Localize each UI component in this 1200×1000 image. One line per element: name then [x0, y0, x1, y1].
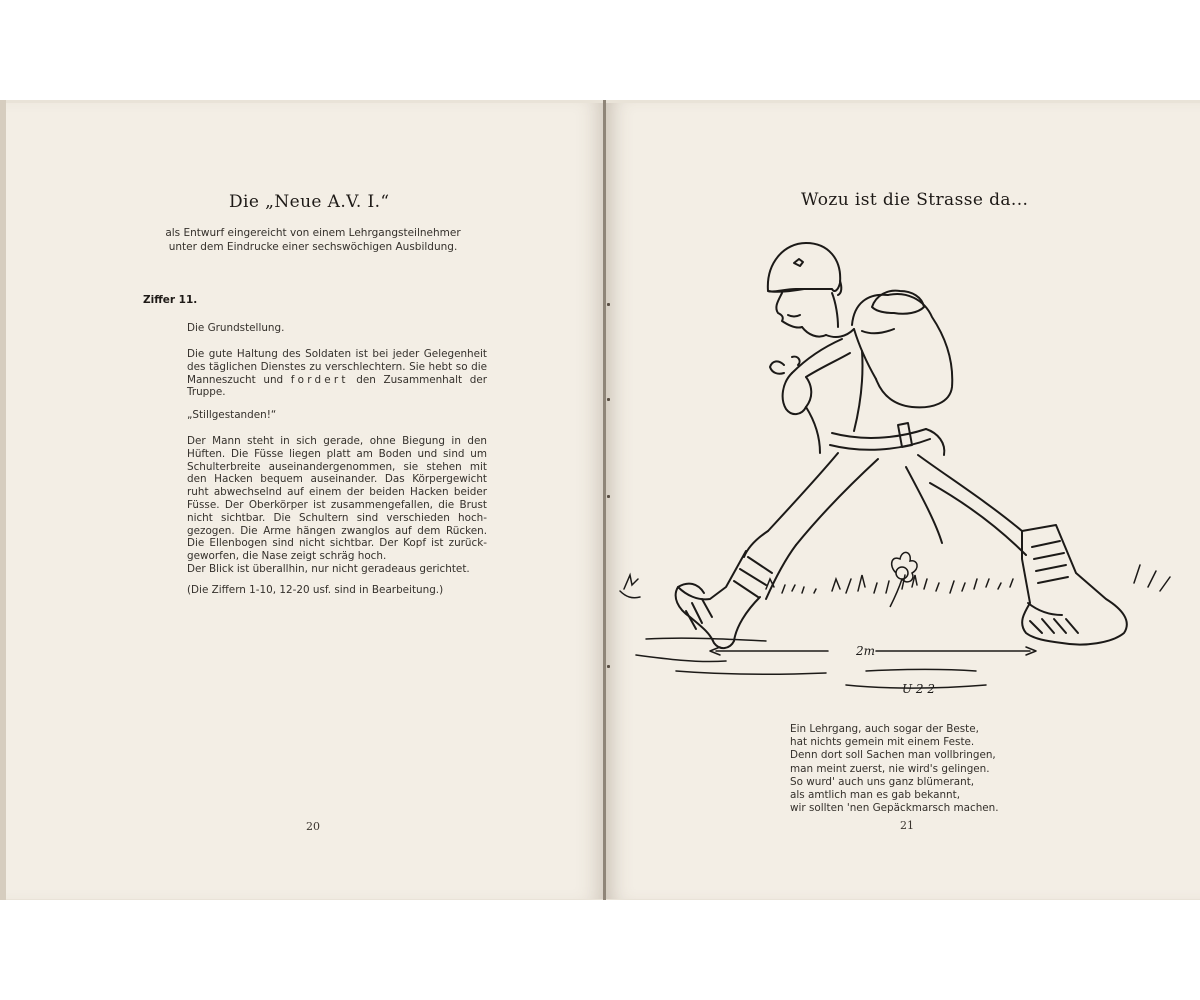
paragraph-1-emphasis: fordert [290, 373, 349, 386]
right-page-title: Wozu ist die Strasse da... [801, 190, 1029, 210]
poem-line: wir sollten 'nen Gepäckmarsch machen. [790, 802, 999, 815]
paragraph-2-line: nicht sichtbar. Die Schultern sind verschieden hoch- [187, 511, 487, 524]
paragraph-2-line: den Hacken bequem auseinander. Das Körpergewicht [187, 473, 487, 486]
poem-line: So wurd' auch uns ganz blümerant, [790, 775, 975, 788]
distance-label: 2m [856, 644, 876, 658]
paragraph-2-line: geworfen, die Nase zeigt schräg hoch. [187, 550, 387, 563]
paragraph-2-line: Schulterbreite auseinandergenommen, sie stehen mit [187, 460, 487, 473]
paragraph-1-line: Truppe. [187, 386, 226, 399]
soldier-illustration [606, 103, 1200, 703]
command-text: „Stillgestanden!“ [187, 409, 277, 421]
artist-signature: U 2 2 [902, 682, 936, 696]
left-page-number: 20 [306, 820, 320, 833]
paragraph-2 [187, 435, 487, 576]
paragraph-1 [187, 348, 487, 399]
left-page-title: Die „Neue A.V. I.“ [229, 192, 390, 212]
poem-line: hat nichts gemein mit einem Feste. [790, 736, 975, 749]
left-page [6, 103, 603, 899]
left-page-subtitle [150, 226, 476, 254]
poem-line: Ein Lehrgang, auch sogar der Beste, [790, 723, 979, 735]
right-page [606, 103, 1200, 899]
poem-line: Denn dort soll Sachen man vollbringen, [790, 749, 996, 762]
paragraph-1-line [187, 374, 487, 387]
paragraph-2-line: ruht abwechselnd auf einem der beiden Hacken beider [187, 486, 487, 499]
paragraph-2-line: Die Ellenbogen sind nicht sichtbar. Der Kopf ist zurück- [187, 537, 487, 550]
subtitle-line-2: unter dem Eindrucke einer sechswöchigen Ausbildung. [168, 241, 458, 253]
poem-line: man meint zuerst, nie wird's gelingen. [790, 762, 990, 775]
poem [790, 723, 999, 815]
soldier-figure [676, 243, 1127, 648]
footnote: (Die Ziffern 1-10, 12-20 usf. sind in Bearbeitung.) [187, 584, 444, 596]
subtitle-line-1: als Entwurf eingereicht von einem Lehrgangsteilnehmer [165, 227, 461, 239]
paragraph-2-line: Hüften. Die Füsse liegen platt am Boden und sind um [187, 447, 487, 460]
paragraph-1-line: Die gute Haltung des Soldaten ist bei jeder Gelegenheit [187, 348, 487, 360]
section-label: Ziffer 11. [143, 294, 198, 306]
paragraph-1-line-end: den Zusammenhalt der [356, 373, 487, 386]
paragraph-2-line: Füsse. Der Oberkörper ist zusammengefallen, die Brust [187, 498, 487, 511]
right-page-number: 21 [900, 819, 914, 832]
book-spread [0, 100, 1200, 900]
paragraph-2-line: gezogen. Die Arme hängen zwanglos auf dem Rücken. [187, 524, 487, 537]
paragraph-heading: Die Grundstellung. [187, 322, 285, 334]
paragraph-2-line: Der Mann steht in sich gerade, ohne Biegung in den [187, 435, 487, 447]
paragraph-2-line: Der Blick ist überallhin, nur nicht geradeaus gerichtet. [187, 562, 470, 575]
paragraph-1-line-start: Manneszucht und [187, 373, 284, 386]
poem-line: als amtlich man es gab bekannt, [790, 789, 960, 802]
paragraph-1-line: des täglichen Dienstes zu verschlechtern. Sie hebt so die [187, 360, 487, 373]
